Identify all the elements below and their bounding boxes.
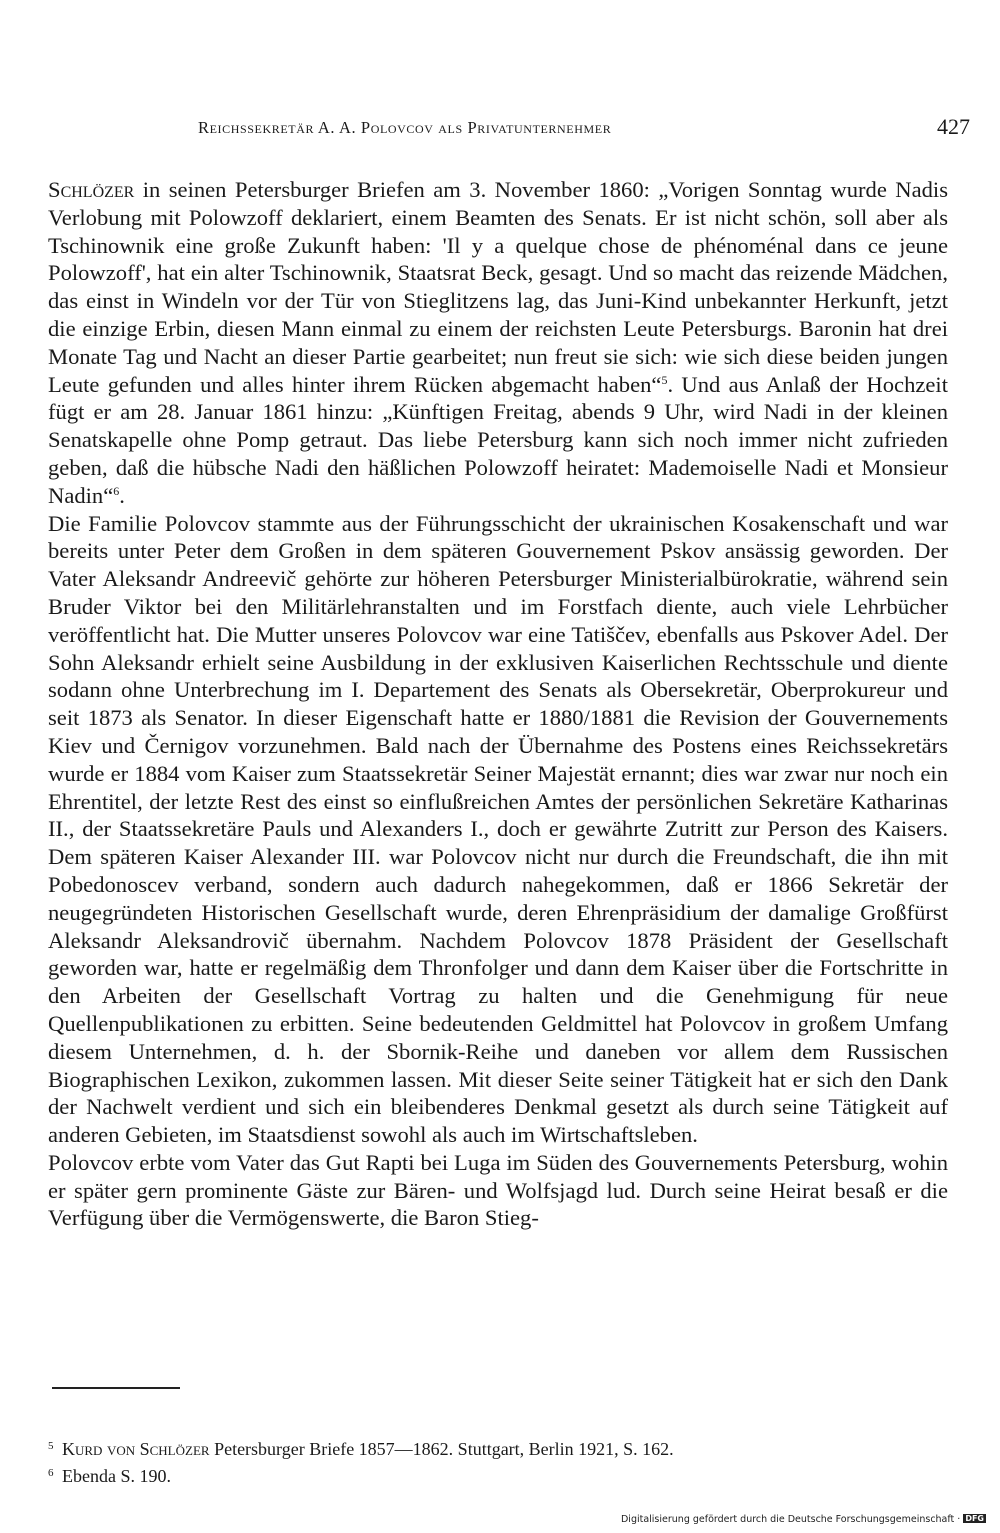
document-page: [48, 0, 970, 1533]
paragraph-1-text-a: in seinen Petersburger Briefen am 3. November 1860: „Vorigen Sonntag wurde Nadis Verlobung mit Polowzoff deklariert, einem Beamten des Senats. Er ist nicht schön, soll aber als Tschinownik eine große Zukunft haben: 'Il y a quelque chose de phénoménal dans ce jeune Polowzoff', hat ein alter Tschinownik, Staatsrat Beck, gesagt. Und so macht das reizende Mädchen, das einst in Windeln vor der Tür von Stieglitzens lag, das Juni-Kind unbekannter Herkunft, jetzt die einzige Erbin, diesen Mann einmal zu einem der reichsten Leute Petersburgs. Baronin hat drei Monate Tag und Nacht an dieser Partie gearbeitet; nun freut sie sich: wie sich diese beiden jungen Leute gefunden und alles hinter ihrem Rücken abgemacht haben“: [48, 177, 948, 397]
footnote-text: Ebenda S. 190.: [62, 1466, 171, 1486]
footnote-ref-6: 6: [113, 483, 120, 498]
digitization-credit: [621, 1514, 986, 1525]
paragraph-3: Polovcov erbte vom Vater das Gut Rapti bei Luga im Süden des Gouvernements Petersburg, wohin er später gern prominente Gäste zur Bären- und Wolfsjagd lud. Durch seine Heirat besaß er die Verfügung über die Vermögenswerte, die Baron Stieg-: [48, 1149, 948, 1231]
credit-text: Digitalisierung gefördert durch die Deutsche Forschungsgemeinschaft ·: [620, 1514, 961, 1525]
footnote-author: Kurd von Schlözer: [62, 1439, 210, 1459]
body-text: [48, 176, 948, 1232]
paragraph-1-text-c: .: [119, 482, 125, 508]
paragraph-1: [48, 176, 948, 510]
running-head-title: Reichssekretär A. A. Polovcov als Privatunternehmer: [198, 118, 612, 137]
footnote-ref-5: 5: [661, 372, 668, 387]
dfg-logo: DFG: [965, 1514, 984, 1523]
footnote-number: 5: [48, 1440, 54, 1452]
paragraph-1-text-b: . Und aus Anlaß der Hochzeit fügt er am 28. Januar 1861 hinzu: „Künftigen Freitag, abends 9 Uhr, wird Nadi in der kleinen Senatskapelle ohne Pomp getraut. Das liebe Petersburg kann sich noch immer nicht zufrieden geben, daß die hübsche Nadi den häßlichen Polowzoff heiratet: Mademoiselle Nadi et Monsieur Nadin“: [48, 371, 948, 508]
page-number: 427: [937, 114, 970, 139]
paragraph-2: Die Familie Polovcov stammte aus der Führungsschicht der ukrainischen Kosakenschaft und war bereits unter Peter dem Großen in dem späteren Gouvernement Pskov ansässig geworden. Der Vater Aleksandr Andreevič gehörte zur höheren Petersburger Ministerialbürokratie, während sein Bruder Viktor bei den Militärlehranstalten und im Forstfach diente, auch viele Lehrbücher veröffentlicht hat. Die Mutter unseres Polovcov war eine Tatiščev, ebenfalls aus Pskover Adel. Der Sohn Aleksandr erhielt seine Ausbildung in der exklusiven Kaiserlichen Rechtsschule und diente sodann ohne Unterbrechung im I. Departement des Senats als Obersekretär, Oberprokureur und seit 1873 als Senator. In dieser Eigenschaft hatte er 1880/1881 die Revision der Gouvernements Kiev und Černigov vorzunehmen. Bald nach der Übernahme des Postens eines Reichssekretärs wurde er 1884 vom Kaiser zum Staatssekretär Seiner Majestät ernannt; dies war zwar nur noch ein Ehrentitel, der letzte Rest des einst so einflußreichen Amtes der persönlichen Sekretäre Katharinas II., der Staatssekretäre Pauls und Alexanders I., doch er gewährte Zutritt zur Person des Kaisers. Dem späteren Kaiser Alexander III. war Polovcov nicht nur durch die Freundschaft, die ihn mit Pobedonoscev verband, sondern auch dadurch nahegekommen, daß er 1866 Sekretär der neugegründeten Historischen Gesellschaft wurde, deren Ehrenpräsidium der damalige Großfürst Aleksandr Aleksandrovič übernahm. Nachdem Polovcov 1878 Präsident der Gesellschaft geworden war, hatte er regelmäßig dem Thronfolger und dann dem Kaiser über die Fortschritte in den Arbeiten der Gesellschaft Vortrag zu halten und die Genehmigung für neue Quellenpublikationen zu erbitten. Seine bedeutenden Geldmittel hat Polovcov in großem Umfang diesem Unternehmen, d. h. der Sbornik-Reihe und daneben vor allem dem Russischen Biographischen Lexikon, zukommen lassen. Mit dieser Seite seiner Tätigkeit hat er sich den Dank der Nachwelt verdient und sich ein bleibenderes Denkmal gesetzt als durch seine Tätigkeit auf anderen Gebieten, im Staatsdienst sowohl als auch im Wirtschaftsleben.: [48, 510, 948, 1148]
running-head: [198, 114, 970, 146]
footnotes: [48, 1434, 948, 1488]
footnote-6: [48, 1461, 948, 1488]
footnote-text: Petersburger Briefe 1857—1862. Stuttgart, Berlin 1921, S. 162.: [209, 1439, 674, 1459]
footnote-divider: [52, 1387, 180, 1389]
author-name: Schlözer: [48, 177, 135, 202]
footnote-5: [48, 1434, 948, 1461]
footnote-number: 6: [48, 1467, 54, 1479]
